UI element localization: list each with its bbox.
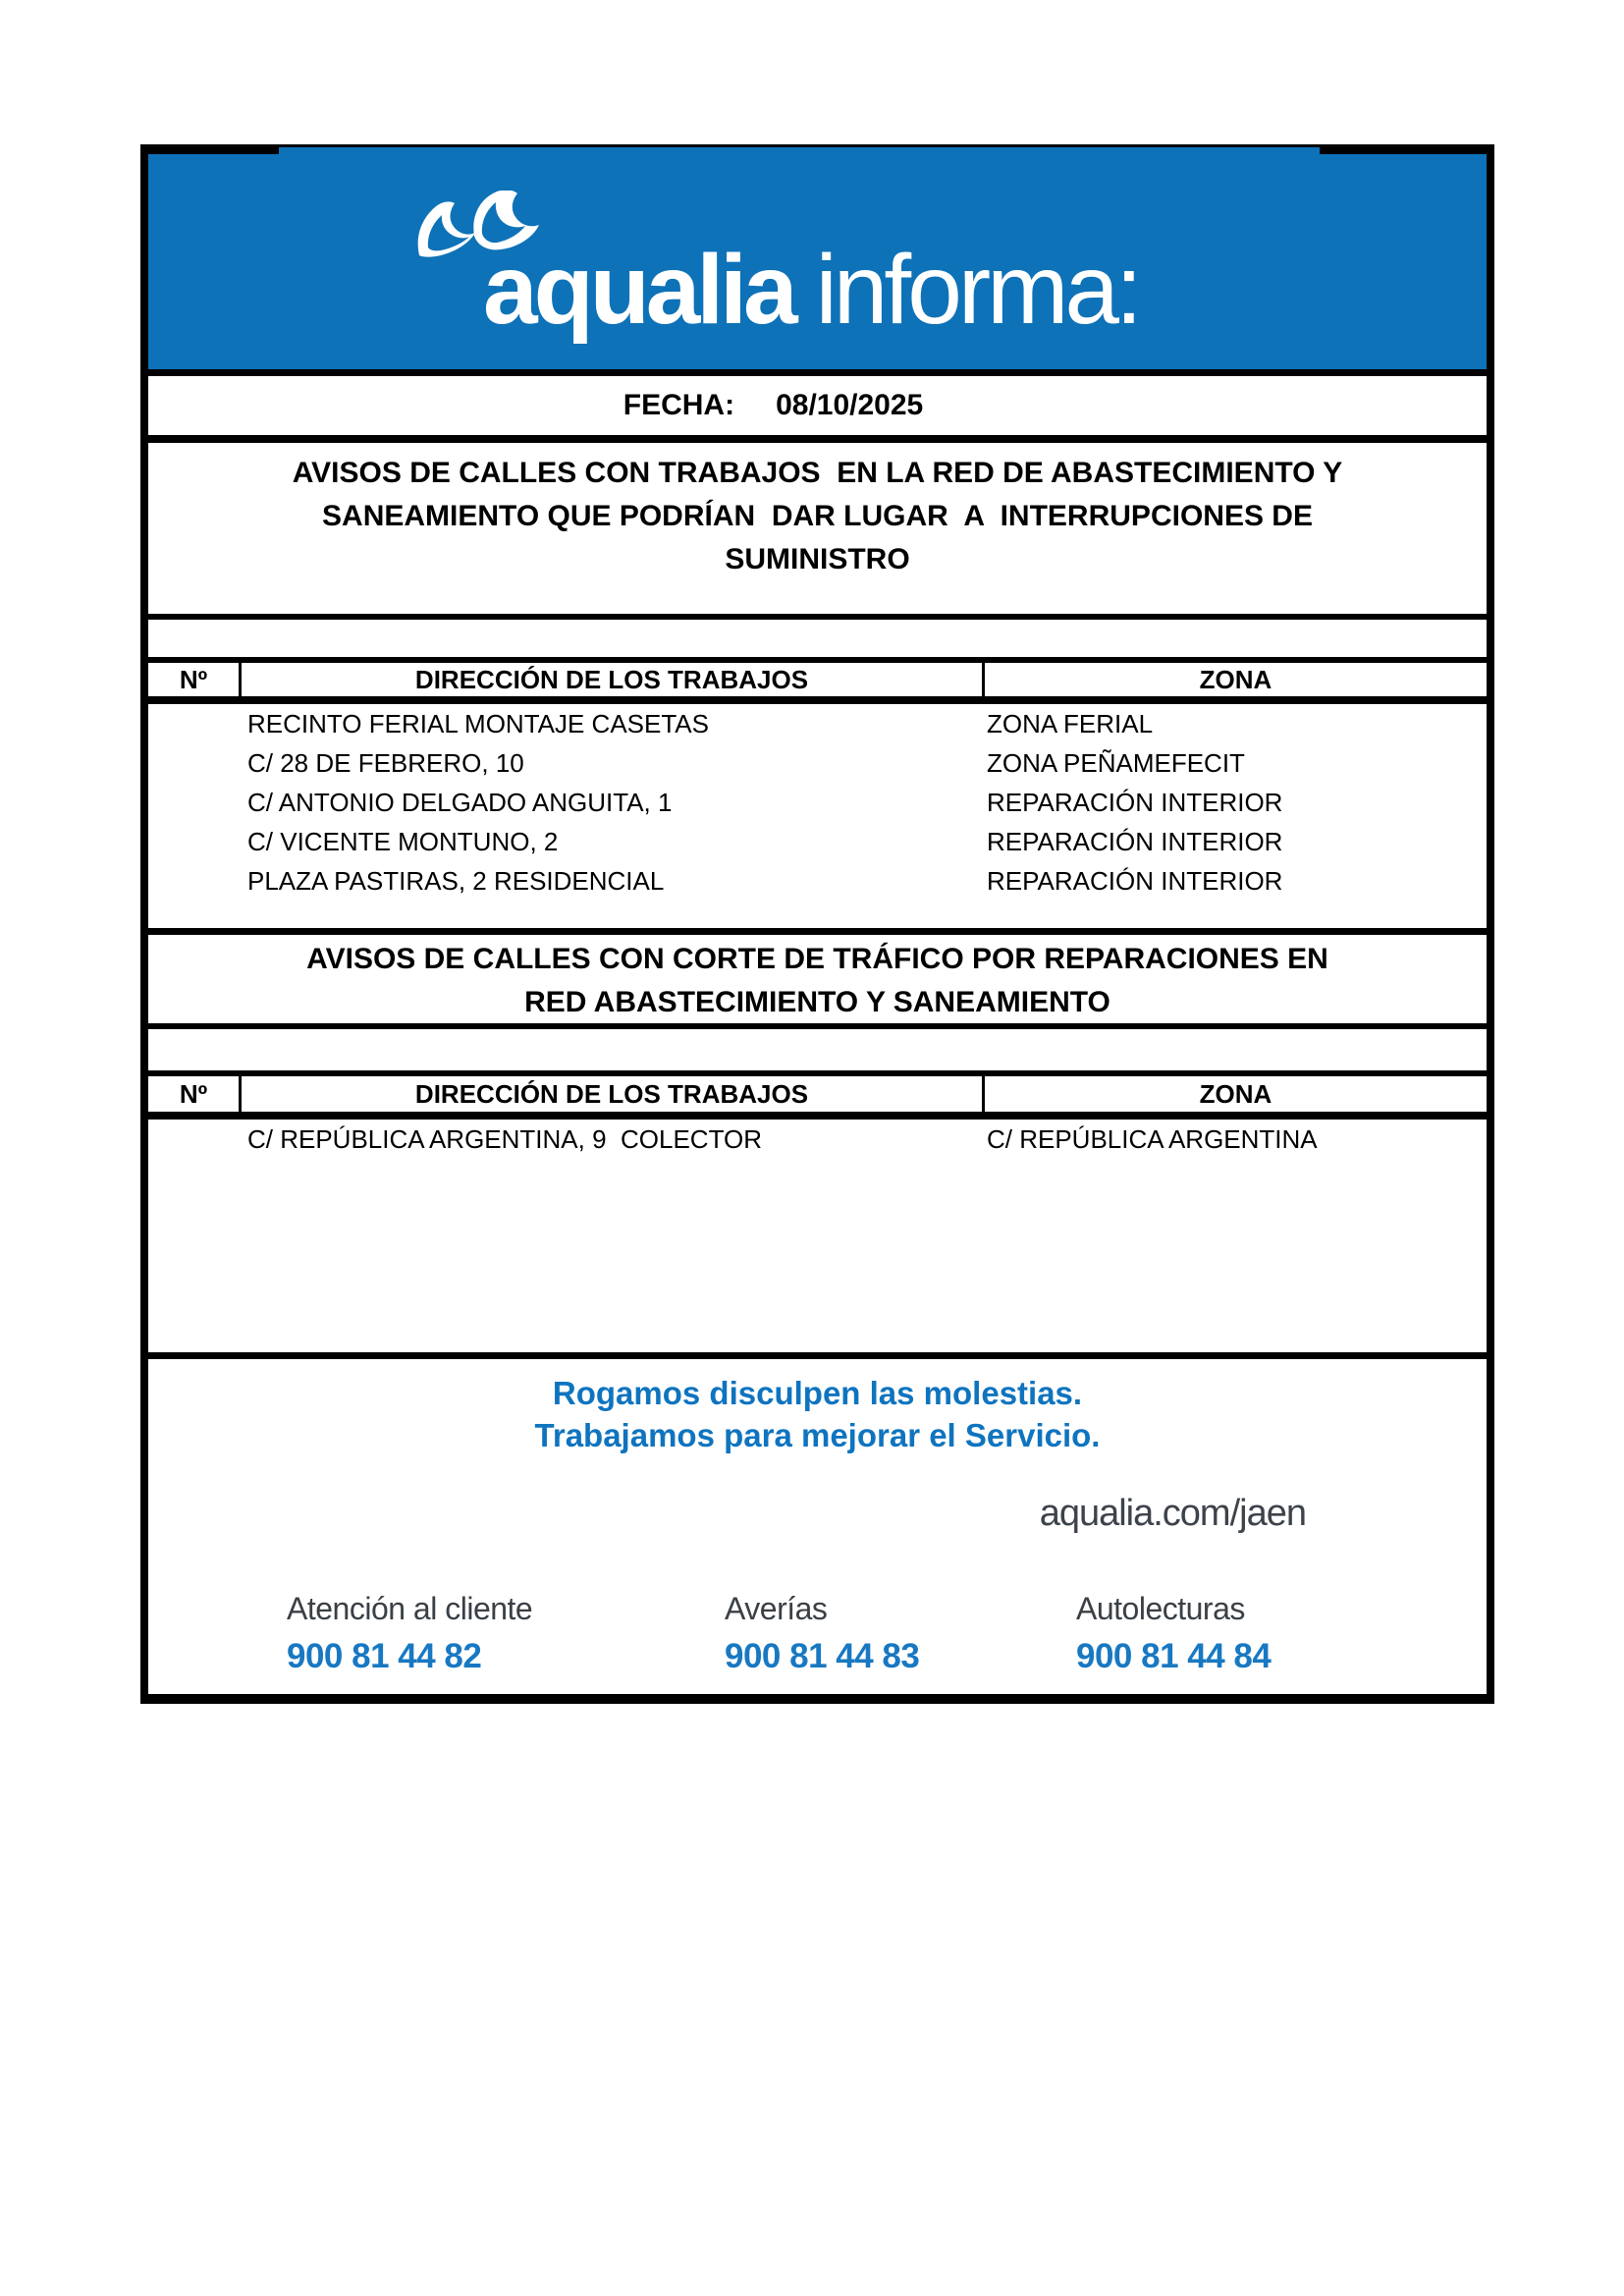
section1-title-line3: SUMINISTRO bbox=[725, 543, 910, 575]
row-direccion: C/ REPÚBLICA ARGENTINA, 9 COLECTOR bbox=[247, 1124, 762, 1154]
table2-col-num: Nº bbox=[179, 1078, 208, 1109]
contact-autolecturas bbox=[1076, 1589, 1271, 1679]
table1-body bbox=[148, 704, 1487, 935]
contact-phone: 900 81 44 82 bbox=[287, 1637, 482, 1675]
footer bbox=[148, 1359, 1487, 1703]
table-row bbox=[148, 783, 1487, 822]
row-zona: ZONA FERIAL bbox=[987, 709, 1154, 738]
section1-title-line1: AVISOS DE CALLES CON TRABAJOS EN LA RED DE ABASTECIMIENTO Y bbox=[292, 457, 1343, 489]
table1-header bbox=[148, 663, 1487, 704]
website-url: aqualia.com/jaen bbox=[1039, 1493, 1306, 1534]
table-row bbox=[148, 861, 1487, 901]
fecha-value: 08/10/2025 bbox=[776, 389, 924, 421]
logo-wordmark-aqualia: aqualia bbox=[483, 235, 794, 345]
section1-title bbox=[148, 443, 1487, 620]
row-direccion: PLAZA PASTIRAS, 2 RESIDENCIAL bbox=[247, 866, 665, 896]
fecha-label: FECHA: bbox=[623, 389, 735, 421]
table1-col-num: Nº bbox=[179, 664, 208, 694]
table2-header bbox=[148, 1076, 1487, 1120]
row-direccion: C/ VICENTE MONTUNO, 2 bbox=[247, 827, 559, 856]
contact-label: Averías bbox=[725, 1591, 828, 1626]
table1-col-direccion: DIRECCIÓN DE LOS TRABAJOS bbox=[239, 663, 985, 696]
row-direccion: C/ 28 DE FEBRERO, 10 bbox=[247, 748, 524, 778]
notice-document bbox=[140, 144, 1494, 1704]
table2-body bbox=[148, 1120, 1487, 1359]
table2-col-direccion: DIRECCIÓN DE LOS TRABAJOS bbox=[239, 1076, 985, 1112]
section2-title-line2: RED ABASTECIMIENTO Y SANEAMIENTO bbox=[524, 986, 1110, 1018]
apology-message-line1: Rogamos disculpen las molestias. bbox=[552, 1375, 1083, 1411]
logo-wordmark bbox=[483, 236, 1139, 354]
logo-wordmark-informa: informa: bbox=[815, 235, 1139, 345]
table-row bbox=[148, 1120, 1487, 1159]
row-direccion: C/ ANTONIO DELGADO ANGUITA, 1 bbox=[247, 788, 673, 817]
spacer-row bbox=[148, 620, 1487, 663]
fecha-row bbox=[148, 376, 1487, 443]
spacer-row bbox=[148, 1029, 1487, 1076]
table-row bbox=[148, 822, 1487, 861]
apology-message-line2: Trabajamos para mejorar el Servicio. bbox=[534, 1417, 1101, 1453]
row-zona: C/ REPÚBLICA ARGENTINA bbox=[987, 1124, 1318, 1154]
contact-phone: 900 81 44 83 bbox=[725, 1637, 920, 1675]
contact-phone: 900 81 44 84 bbox=[1076, 1637, 1272, 1675]
row-zona: ZONA PEÑAMEFECIT bbox=[987, 748, 1245, 778]
contact-label: Autolecturas bbox=[1076, 1591, 1245, 1626]
contact-averias bbox=[725, 1589, 919, 1679]
table1-col-zona: ZONA bbox=[1199, 664, 1272, 694]
contact-atencion bbox=[287, 1589, 532, 1679]
contact-label: Atención al cliente bbox=[287, 1591, 533, 1626]
table2-col-zona: ZONA bbox=[1199, 1078, 1272, 1109]
brand-header bbox=[148, 147, 1487, 376]
top-border-left-segment bbox=[140, 144, 279, 154]
top-border-right-segment bbox=[1320, 144, 1494, 154]
section2-title bbox=[148, 935, 1487, 1029]
row-direccion: RECINTO FERIAL MONTAJE CASETAS bbox=[247, 709, 709, 738]
row-zona: REPARACIÓN INTERIOR bbox=[987, 866, 1283, 896]
row-zona: REPARACIÓN INTERIOR bbox=[987, 788, 1283, 817]
section2-title-line1: AVISOS DE CALLES CON CORTE DE TRÁFICO POR REPARACIONES EN bbox=[306, 943, 1328, 975]
table-row bbox=[148, 704, 1487, 743]
table-row bbox=[148, 743, 1487, 783]
section1-title-line2: SANEAMIENTO QUE PODRÍAN DAR LUGAR A INTERRUPCIONES DE bbox=[322, 500, 1313, 532]
row-zona: REPARACIÓN INTERIOR bbox=[987, 827, 1283, 856]
apology-message bbox=[148, 1359, 1487, 1456]
